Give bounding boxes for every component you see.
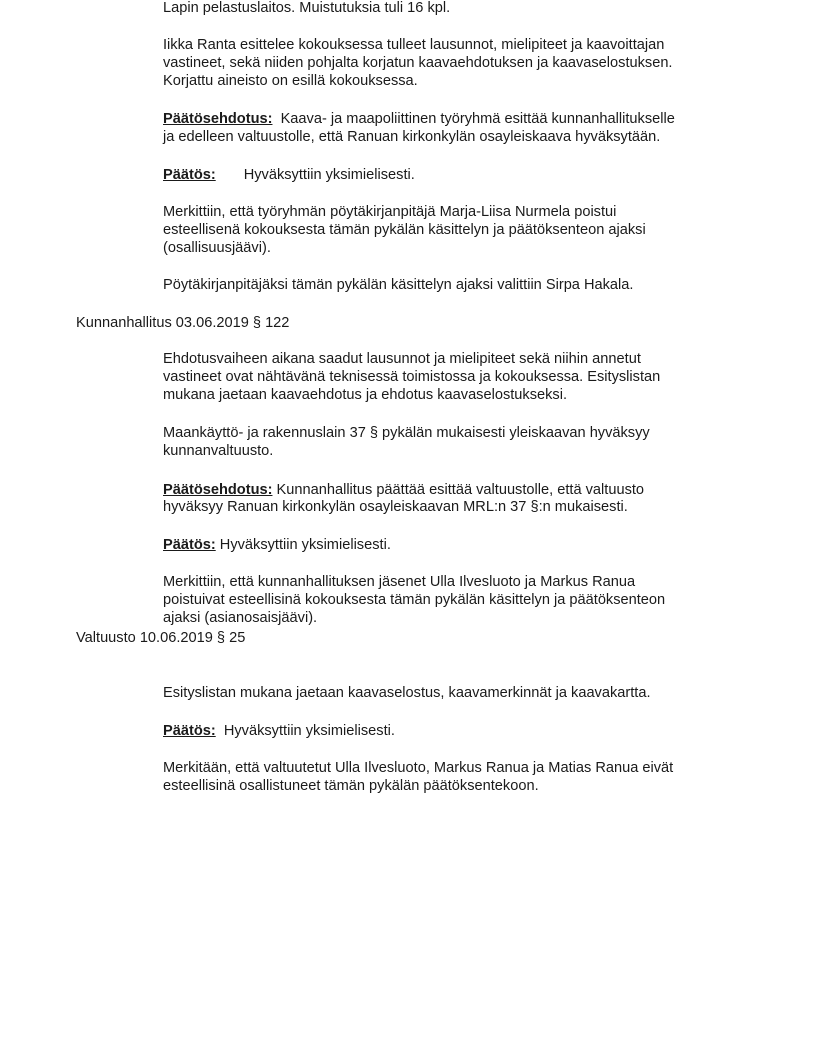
proposal-label: Päätösehdotus: — [163, 482, 273, 498]
decision-line — [163, 723, 395, 740]
paragraph-line: Ehdotusvaiheen aikana saadut lausunnot ja mielipiteet sekä niihin annetut — [163, 351, 641, 367]
ranta-paragraph-line: Iikka Ranta esittelee kokouksessa tulleet lausunnot, mielipiteet ja kaavoittajan — [163, 37, 665, 53]
ranta-paragraph-line: vastineet, sekä niiden pohjalta korjatun kaavaehdotuksen ja kaavaselostuksen. — [163, 55, 673, 71]
paragraph-line: Esityslistan mukana jaetaan kaavaselostus, kaavamerkinnät ja kaavakartta. — [163, 685, 651, 701]
decision-text: Hyväksyttiin yksimielisesti. — [243, 167, 415, 183]
decision-line — [163, 537, 391, 554]
proposal-text: Kunnanhallitus päättää esittää valtuustolle, että valtuusto — [272, 482, 645, 498]
note-line: Merkittiin, että työryhmän pöytäkirjanpitäjä Marja-Liisa Nurmela poistui — [163, 204, 617, 220]
ranta-paragraph-line: Korjattu aineisto on esillä kokouksessa. — [163, 73, 418, 89]
proposal-line: ja edelleen valtuustolle, että Ranuan kirkonkylän osayleiskaava hyväksytään. — [163, 129, 661, 145]
paragraph-line: Maankäyttö- ja rakennuslain 37 § pykälän mukaisesti yleiskaavan hyväksyy — [163, 425, 650, 441]
note-line: Merkitään, että valtuutetut Ulla Ilvesluoto, Markus Ranua ja Matias Ranua eivät — [163, 760, 674, 776]
intro-tail: Lapin pelastuslaitos. Muistutuksia tuli 16 kpl. — [163, 0, 451, 16]
section-heading-valtuusto: Valtuusto 10.06.2019 § 25 — [76, 630, 246, 646]
note-line: Merkittiin, että kunnanhallituksen jäsenet Ulla Ilvesluoto ja Markus Ranua — [163, 574, 636, 590]
section-heading-kunnanhallitus: Kunnanhallitus 03.06.2019 § 122 — [76, 315, 290, 331]
proposal-line: hyväksyy Ranuan kirkonkylän osayleiskaavan MRL:n 37 §:n mukaisesti. — [163, 499, 628, 515]
decision-line — [163, 167, 415, 184]
proposal-line — [163, 482, 644, 499]
proposal-label: Päätösehdotus: — [163, 111, 273, 127]
note-line: esteellisenä kokouksesta tämän pykälän käsittelyn ja päätöksenteon ajaksi — [163, 222, 646, 238]
proposal-line — [163, 111, 675, 128]
decision-label: Päätös: — [163, 723, 216, 739]
paragraph-line: kunnanvaltuusto. — [163, 443, 274, 459]
decision-label: Päätös: — [163, 537, 216, 553]
proposal-text: Kaava- ja maapoliittinen työryhmä esittää kunnanhallitukselle — [272, 111, 675, 127]
note-line: poistuivat esteellisinä kokouksesta tämän pykälän käsittelyn ja päätöksenteon — [163, 592, 666, 608]
note-line: esteellisinä osallistuneet tämän pykälän päätöksentekoon. — [163, 778, 539, 794]
paragraph-line: mukana jaetaan kaavaehdotus ja ehdotus kaavaselostukseksi. — [163, 387, 568, 403]
secretary-line: Pöytäkirjanpitäjäksi tämän pykälän käsittelyn ajaksi valittiin Sirpa Hakala. — [163, 277, 634, 293]
note-line: ajaksi (asianosaisjäävi). — [163, 610, 318, 626]
decision-text: Hyväksyttiin yksimielisesti. — [215, 537, 391, 553]
paragraph-line: vastineet ovat nähtävänä teknisessä toimistossa ja kokouksessa. Esityslistan — [163, 369, 661, 385]
note-line: (osallisuusjäävi). — [163, 240, 271, 256]
decision-label: Päätös: — [163, 167, 216, 183]
decision-text: Hyväksyttiin yksimielisesti. — [215, 723, 395, 739]
